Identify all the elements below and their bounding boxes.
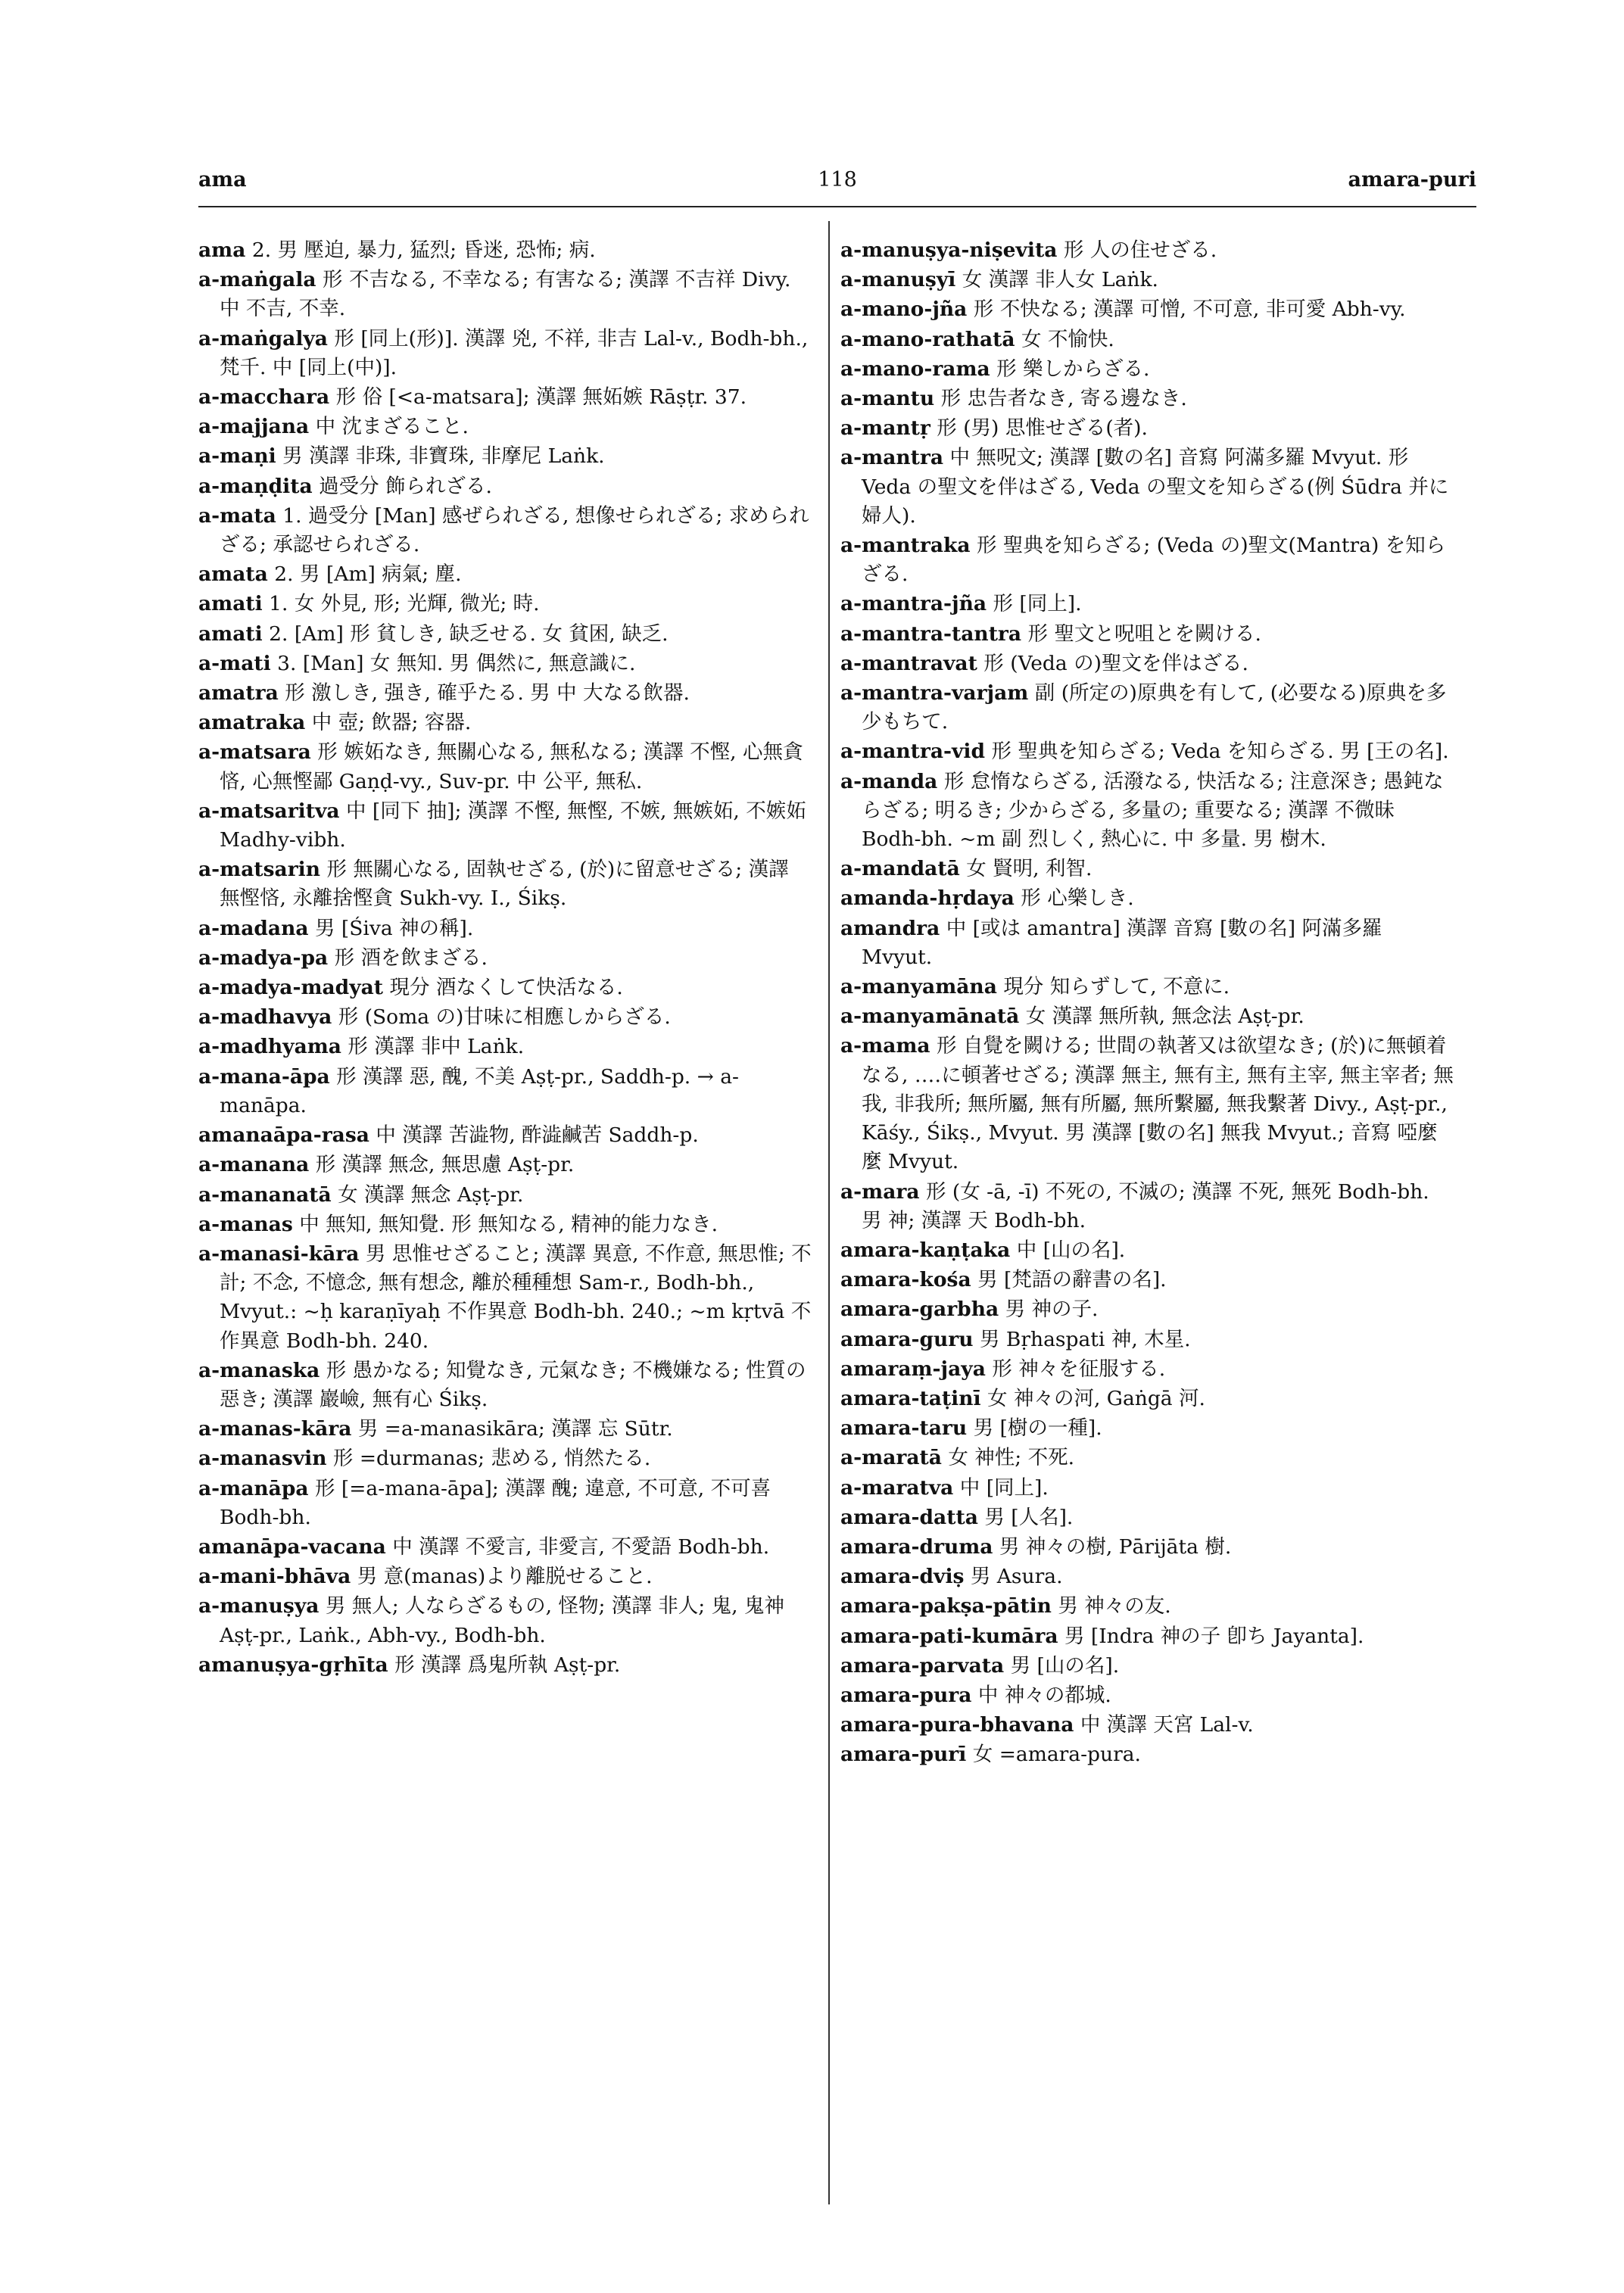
dictionary-entry — [198, 650, 812, 678]
dictionary-entry — [840, 768, 1454, 855]
dictionary-entry — [198, 679, 812, 708]
dictionary-entry — [198, 855, 812, 913]
entry-headword: amatra — [198, 681, 279, 706]
entry-definition: 形 自覺を闕ける; 世間の執著又は欲望なき; (於)に無頓着なる, ‥‥に頓著せざる; 漢譯 無主, 無有主, 無有主宰, 無主宰者; 無我, 非我所; 無所屬, 無有所屬, 無所繫屬, 無我繫著 Divy., Aṣṭ-pr., Kāśy., Śikṣ., Mvyut. 男 漢譯 [數の名] 無我 Mvyut.; 音寫 啞麼麼 Mvyut. — [862, 1034, 1454, 1174]
entry-definition: 2. 男 [Am] 病氣; 塵. — [274, 562, 462, 587]
entry-headword: a-manaska — [198, 1358, 320, 1382]
dictionary-entry — [198, 1181, 812, 1210]
entry-definition: 形 [同上(形)]. 漢譯 兇, 不祥, 非吉 Lal-v., Bodh-bh., 梵千. 中 [同上(中)]. — [220, 326, 809, 379]
entry-headword: a-mantra-tantra — [840, 622, 1022, 646]
dictionary-entry — [198, 1562, 812, 1591]
dictionary-entry — [840, 1503, 1454, 1532]
entry-headword: a-mana-āpa — [198, 1064, 330, 1089]
entry-headword: amanuṣya-gṛhīta — [198, 1653, 388, 1677]
entry-headword: a-mani-bhāva — [198, 1565, 351, 1589]
dictionary-entry — [198, 560, 812, 589]
entry-headword: a-majjana — [198, 415, 310, 439]
entry-definition: 中 無呪文; 漢譯 [數の名] 音寫 阿滿多羅 Mvyut. 形 Veda の聖文を伴はざる, Veda の聖文を知らざる(例 Śūdra 并に婦人). — [862, 446, 1449, 528]
entry-headword: a-mandatā — [840, 857, 960, 881]
entry-headword: amanāpa-vacana — [198, 1534, 386, 1559]
dictionary-entry — [198, 236, 812, 265]
entry-definition: 3. [Man] 女 無知. 男 偶然に, 無意識に. — [277, 651, 636, 675]
dictionary-entry — [198, 974, 812, 1002]
dictionary-entry — [198, 1003, 812, 1032]
dictionary-entry — [840, 1385, 1454, 1413]
dictionary-entry — [840, 884, 1454, 913]
entry-headword: amara-parvata — [840, 1653, 1005, 1678]
dictionary-entry — [840, 1652, 1454, 1681]
entry-headword: a-mantra — [840, 446, 944, 470]
entry-definition: 形 (女 -ā, -ī) 不死の, 不滅の; 漢譯 不死, 無死 Bodh-bh. 男 神; 漢譯 天 Bodh-bh. — [862, 1179, 1429, 1232]
entry-headword: amara-druma — [840, 1534, 993, 1559]
entry-definition: 形 心樂しき. — [1021, 886, 1134, 911]
entry-definition: 中 [或は amantra] 漢譯 音寫 [數の名] 阿滿多羅 Mvyut. — [862, 916, 1382, 969]
entry-headword: amara-pati-kumāra — [840, 1624, 1058, 1648]
header-rule — [198, 206, 1476, 207]
running-head — [198, 168, 1476, 198]
entry-headword: a-matsara — [198, 740, 311, 765]
entry-headword: a-macchara — [198, 385, 330, 410]
entry-headword: ama — [198, 238, 246, 262]
entry-definition: 中 漢譯 天宮 Lal-v. — [1080, 1713, 1254, 1737]
dictionary-entry — [198, 738, 812, 796]
entry-definition: 形 (Soma の)甘味に相應しからざる. — [338, 1005, 671, 1030]
dictionary-entry — [198, 383, 812, 412]
dictionary-entry — [840, 1622, 1454, 1651]
entry-definition: 形 漢譯 非中 Laṅk. — [348, 1035, 525, 1059]
entry-headword: amara-purī — [840, 1743, 967, 1767]
entry-definition: 男 無人; 人ならざるもの, 怪物; 漢譯 非人; 鬼, 鬼神 Aṣṭ-pr., Laṅk., Abh-vy., Bodh-bh. — [220, 1594, 784, 1647]
entry-definition: 形 (男) 思惟せざる(者). — [937, 416, 1148, 441]
entry-headword: amara-dviṣ — [840, 1565, 965, 1589]
entry-definition: 男 =a-manasikāra; 漢譯 忘 Sūtr. — [357, 1417, 673, 1441]
entry-definition: 2. 男 壓迫, 暴力, 猛烈; 昏迷, 恐怖; 病. — [251, 238, 596, 262]
dictionary-entry — [840, 1002, 1454, 1031]
entry-definition: 形 聖典を知らざる; (Veda の)聖文(Mantra) を知らざる. — [862, 534, 1446, 587]
entry-headword: a-mantra-vid — [840, 740, 986, 764]
entry-headword: a-matsarin — [198, 858, 321, 882]
entry-definition: 男 [人名]. — [984, 1505, 1074, 1529]
entry-definition: 形 忠告者なき, 寄る邊なき. — [940, 387, 1187, 411]
entry-definition: 形 漢譯 惡, 醜, 不美 Aṣṭ-pr., Saddh-p. → a-manāpa. — [220, 1064, 740, 1117]
entry-definition: 女 漢譯 非人女 Laṅk. — [962, 268, 1158, 292]
entry-definition: 女 =amara-pura. — [972, 1743, 1141, 1767]
entry-definition: 中 神々の都城. — [977, 1683, 1111, 1707]
dictionary-entry — [840, 1444, 1454, 1472]
dictionary-entry — [198, 1121, 812, 1150]
entry-definition: 1. 過受分 [Man] 感ぜられざる, 想像せられざる; 求められざる; 承認せられざる. — [220, 503, 809, 557]
dictionary-entry — [198, 1063, 812, 1120]
entry-headword: amati — [198, 622, 263, 646]
dictionary-entry — [198, 1475, 812, 1532]
entry-headword: amara-datta — [840, 1505, 978, 1529]
right-column — [840, 236, 1454, 1771]
entry-definition: 形 人の住せざる. — [1063, 238, 1217, 262]
entry-headword: amara-garbha — [840, 1298, 999, 1322]
entry-headword: amara-pakṣa-pātin — [840, 1594, 1052, 1618]
entry-headword: a-manuṣya-niṣevita — [840, 238, 1058, 262]
dictionary-entry — [198, 1357, 812, 1414]
entry-headword: a-mananatā — [198, 1182, 332, 1207]
entry-headword: amandra — [840, 916, 940, 940]
entry-headword: a-manyamāna — [840, 975, 997, 999]
entry-definition: 2. [Am] 形 貧しき, 缺乏せる. 女 貧困, 缺乏. — [269, 622, 669, 646]
entry-definition: 形 激しき, 强き, 確乎たる. 男 中 大なる飲器. — [285, 681, 690, 706]
dictionary-entry — [840, 531, 1454, 589]
entry-headword: amara-kośa — [840, 1268, 971, 1292]
dictionary-entry — [840, 620, 1454, 649]
entry-headword: amara-guru — [840, 1327, 974, 1351]
running-head-left: ama — [198, 168, 247, 192]
dictionary-entry — [840, 1711, 1454, 1740]
entry-definition: 中 漢譯 不愛言, 非愛言, 不愛語 Bodh-bh. — [392, 1534, 770, 1559]
entry-definition: 形 俗 [<a-matsara]; 漢譯 無妬嫉 Rāṣṭr. 37. — [335, 385, 747, 410]
entry-definition: 男 [梵語の辭書の名]. — [977, 1268, 1167, 1292]
left-column — [198, 236, 812, 1681]
entry-headword: amati — [198, 592, 263, 616]
entry-headword: a-manas-kāra — [198, 1417, 352, 1441]
entry-definition: 形 無關心なる, 固執せざる, (於)に留意せざる; 漢譯 無慳悋, 永離捨慳貪 Sukh-vy. I., Śikṣ. — [220, 858, 789, 911]
dictionary-entry — [840, 1295, 1454, 1324]
entry-headword: a-mantṛ — [840, 416, 930, 441]
entry-headword: a-mantu — [840, 387, 935, 411]
entry-headword: a-mara — [840, 1179, 920, 1204]
entry-headword: amaraṃ-jaya — [840, 1357, 986, 1381]
entry-headword: a-mati — [198, 651, 271, 675]
dictionary-entry — [198, 590, 812, 618]
entry-definition: 女 賢明, 利智. — [966, 857, 1093, 881]
dictionary-entry — [840, 855, 1454, 883]
dictionary-entry — [840, 1474, 1454, 1503]
entry-headword: a-manuṣya — [198, 1594, 320, 1618]
entry-headword: a-manasvin — [198, 1447, 327, 1471]
entry-definition: 女 神性; 不死. — [948, 1446, 1075, 1470]
entry-headword: a-manas — [198, 1212, 293, 1236]
dictionary-entry — [198, 1415, 812, 1444]
entry-definition: 女 神々の河, Gaṅgā 河. — [987, 1386, 1205, 1410]
dictionary-entry — [198, 1033, 812, 1061]
entry-headword: a-mano-rama — [840, 357, 990, 381]
entry-definition: 中 漢譯 苦澁物, 酢澁鹹苦 Saddh-p. — [376, 1123, 699, 1148]
entry-definition: 現分 知らずして, 不意に. — [1003, 975, 1230, 999]
dictionary-entry — [840, 1326, 1454, 1354]
entry-definition: 男 思惟せざること; 漢譯 異意, 不作意, 無思惟; 不計; 不念, 不憶念, 無有想念, 離於種種想 Sam-r., Bodh-bh., Mvyut.: ~ḥ karaṇīyaḥ 不作異意 Bodh-bh. 240.; ~m kṛtvā 不作異意 Bodh-bh. 240. — [220, 1242, 812, 1353]
dictionary-entry — [198, 1444, 812, 1473]
entry-headword: a-mantra-jña — [840, 592, 987, 616]
entry-definition: 副 (所定の)原典を有して, (必要なる)原典を多少もちて. — [862, 681, 1447, 734]
dictionary-entry — [198, 944, 812, 973]
dictionary-entry — [198, 442, 812, 471]
entry-definition: 中 無知, 無知覺. 形 無知なる, 精神的能力なき. — [299, 1212, 718, 1236]
entry-headword: a-madya-madyat — [198, 976, 384, 1000]
dictionary-entry — [198, 266, 812, 323]
dictionary-entry — [840, 973, 1454, 1002]
entry-definition: 形 聖典を知らざる; Veda を知らざる. 男 [王の名]. — [991, 740, 1449, 764]
dictionary-entry — [840, 266, 1454, 294]
dictionary-entry — [840, 236, 1454, 265]
dictionary-entry — [840, 914, 1454, 972]
entry-definition: 女 漢譯 無念 Aṣṭ-pr. — [338, 1182, 524, 1207]
entry-definition: 中 沈まざること. — [315, 415, 469, 439]
entry-definition: 形 =durmanas; 悲める, 悄然たる. — [332, 1447, 651, 1471]
entry-definition: 形 愚かなる; 知覺なき, 元氣なき; 不機嫌なる; 性質の惡き; 漢譯 巖嶮, 無有心 Śikṣ. — [220, 1358, 806, 1411]
entry-definition: 男 神々の友. — [1058, 1594, 1171, 1618]
entry-definition: 男 [山の名]. — [1010, 1653, 1120, 1678]
entry-definition: 男 神々の樹, Pārijāta 樹. — [999, 1534, 1232, 1559]
dictionary-entry — [840, 1533, 1454, 1562]
dictionary-entry — [840, 679, 1454, 737]
dictionary-entry — [840, 414, 1454, 443]
entry-definition: 男 Bṛhaspati 神, 木星. — [979, 1327, 1191, 1351]
entry-definition: 形 樂しからざる. — [996, 357, 1150, 381]
entry-definition: 中 壺; 飲器; 容器. — [311, 711, 472, 735]
entry-definition: 中 [同上]. — [959, 1475, 1049, 1500]
entry-headword: amanaāpa-rasa — [198, 1123, 369, 1148]
entry-definition: 1. 女 外見, 形; 光輝, 微光; 時. — [269, 592, 540, 616]
entry-definition: 形 不快なる; 漢譯 可憎, 不可意, 非可愛 Abh-vy. — [973, 298, 1406, 322]
entry-definition: 形 [=a-mana-āpa]; 漢譯 醜; 違意, 不可意, 不可喜 Bodh-bh. — [220, 1476, 771, 1529]
entry-headword: a-maṇi — [198, 444, 276, 469]
dictionary-entry — [840, 1562, 1454, 1591]
dictionary-entry — [840, 1032, 1454, 1176]
entry-headword: amara-taṭinī — [840, 1386, 981, 1410]
entry-definition: 形 怠惰ならざる, 活潑なる, 快活なる; 注意深き; 愚鈍ならざる; 明るき; 少からざる, 多量の; 重要なる; 漢譯 不微昧 Bodh-bh. ~m 副 烈しく, 熱心に. 中 多量. 男 樹木. — [862, 769, 1444, 852]
entry-headword: a-maṅgalya — [198, 326, 328, 350]
dictionary-entry — [198, 797, 812, 855]
entry-definition: 形 (Veda の)聖文を伴はざる. — [983, 651, 1248, 675]
dictionary-entry — [198, 1533, 812, 1562]
entry-headword: a-maratva — [840, 1475, 954, 1500]
entry-definition: 男 [Indra 神の子 卽ち Jayanta]. — [1064, 1624, 1364, 1648]
dictionary-entry — [840, 1740, 1454, 1769]
dictionary-entry — [198, 1651, 812, 1680]
dictionary-entry — [840, 1414, 1454, 1443]
dictionary-entry — [840, 295, 1454, 324]
dictionary-entry — [198, 413, 812, 441]
entry-definition: 男 [樹の一種]. — [973, 1416, 1102, 1441]
entry-definition: 形 [同上]. — [993, 592, 1082, 616]
entry-headword: a-maṇḍita — [198, 474, 313, 498]
dictionary-entry — [198, 472, 812, 501]
entry-definition: 形 漢譯 無念, 無思慮 Aṣṭ-pr. — [315, 1153, 575, 1177]
dictionary-entry — [840, 444, 1454, 531]
entry-definition: 女 漢譯 無所執, 無念法 Aṣṭ-pr. — [1025, 1005, 1304, 1029]
entry-definition: 過受分 飾られざる. — [319, 474, 492, 498]
entry-headword: a-manuṣyī — [840, 268, 956, 292]
entry-headword: a-madya-pa — [198, 946, 329, 970]
entry-definition: 形 嫉妬なき, 無關心なる, 無私なる; 漢譯 不慳, 心無貪悋, 心無慳鄙 Gaṇḍ-vy., Suv-pr. 中 公平, 無私. — [220, 740, 803, 793]
dictionary-entry — [840, 737, 1454, 766]
entry-headword: a-maṅgala — [198, 268, 316, 292]
dictionary-entry — [840, 1236, 1454, 1265]
entry-headword: a-matsaritva — [198, 799, 340, 823]
entry-headword: amara-taru — [840, 1416, 968, 1441]
dictionary-entry — [198, 1592, 812, 1650]
dictionary-entry — [198, 1240, 812, 1356]
entry-headword: a-manasi-kāra — [198, 1242, 360, 1266]
dictionary-entry — [840, 326, 1454, 354]
entry-headword: a-manāpa — [198, 1476, 309, 1500]
entry-headword: amara-kaṇṭaka — [840, 1238, 1011, 1262]
entry-headword: amara-pura — [840, 1683, 972, 1707]
entry-headword: a-mantravat — [840, 651, 977, 675]
entry-definition: 男 漢譯 非珠, 非寶珠, 非摩尼 Laṅk. — [282, 444, 605, 469]
entry-headword: a-madhyama — [198, 1035, 341, 1059]
dictionary-entry — [198, 709, 812, 737]
dictionary-entry — [198, 502, 812, 559]
column-divider — [828, 221, 830, 2204]
entry-headword: a-mata — [198, 503, 276, 528]
dictionary-entry — [198, 325, 812, 382]
entry-headword: a-manana — [198, 1153, 310, 1177]
page-number: 118 — [818, 168, 857, 192]
entry-definition: 形 神々を征服する. — [992, 1357, 1166, 1381]
dictionary-entry — [840, 1681, 1454, 1710]
entry-definition: 中 [山の名]. — [1016, 1238, 1126, 1262]
entry-headword: amanda-hṛdaya — [840, 886, 1015, 911]
dictionary-entry — [840, 355, 1454, 384]
entry-headword: a-maratā — [840, 1446, 942, 1470]
entry-definition: 男 意(manas)より離脱せること. — [357, 1565, 653, 1589]
entry-definition: 男 [Śiva 神の稱]. — [314, 916, 474, 940]
entry-definition: 現分 酒なくして快活なる. — [389, 976, 623, 1000]
entry-headword: a-mantra-varjam — [840, 681, 1029, 706]
entry-headword: a-mano-jña — [840, 298, 968, 322]
dictionary-entry — [198, 1210, 812, 1239]
entry-definition: 形 漢譯 爲鬼所執 Aṣṭ-pr. — [394, 1653, 621, 1677]
entry-headword: a-manda — [840, 769, 938, 793]
dictionary-entry — [198, 1151, 812, 1179]
entry-definition: 男 Asura. — [970, 1565, 1063, 1589]
dictionary-entry — [198, 914, 812, 943]
entry-headword: amata — [198, 562, 268, 587]
entry-headword: a-madhavya — [198, 1005, 332, 1030]
dictionary-entry — [840, 1178, 1454, 1235]
dictionary-entry — [840, 1355, 1454, 1384]
entry-headword: a-mano-rathatā — [840, 327, 1015, 351]
entry-headword: a-manyamānatā — [840, 1005, 1020, 1029]
entry-headword: a-mantraka — [840, 534, 971, 558]
entry-headword: amatraka — [198, 711, 306, 735]
dictionary-entry — [198, 620, 812, 649]
dictionary-entry — [840, 385, 1454, 413]
dictionary-entry — [840, 1592, 1454, 1621]
running-head-right: amara-puri — [1348, 168, 1476, 192]
entry-definition: 女 不愉快. — [1021, 327, 1114, 351]
dictionary-entry — [840, 1266, 1454, 1294]
entry-definition: 中 [同下 抽]; 漢譯 不慳, 無慳, 不嫉, 無嫉妬, 不嫉妬 Madhy-vibh. — [220, 799, 806, 852]
entry-headword: a-mama — [840, 1034, 930, 1058]
entry-headword: a-madana — [198, 916, 309, 940]
dictionary-entry — [840, 590, 1454, 618]
dictionary-entry — [840, 650, 1454, 678]
entry-headword: amara-pura-bhavana — [840, 1713, 1074, 1737]
entry-definition: 男 神の子. — [1005, 1298, 1099, 1322]
entry-definition: 形 不吉なる, 不幸なる; 有害なる; 漢譯 不吉祥 Divy. 中 不吉, 不幸. — [220, 268, 791, 321]
entry-definition: 形 酒を飲まざる. — [334, 946, 488, 970]
entry-definition: 形 聖文と呪咀とを闕ける. — [1027, 622, 1261, 646]
